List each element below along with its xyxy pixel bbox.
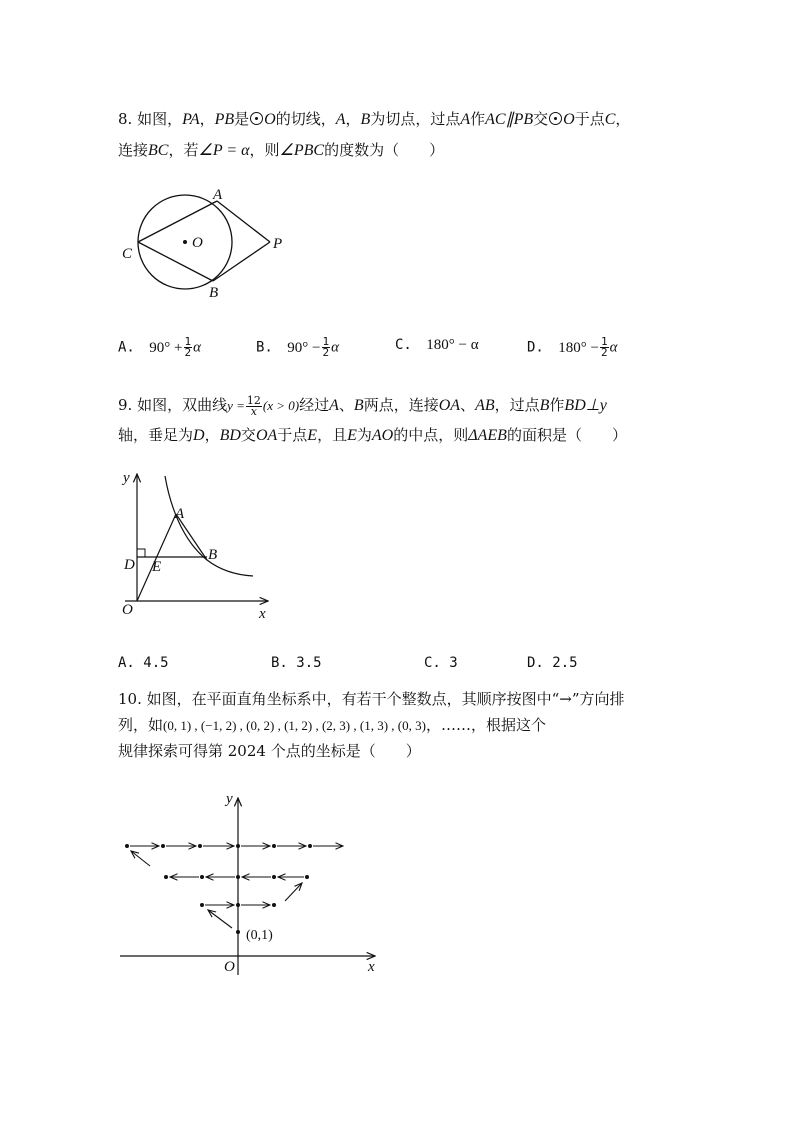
q10-stem-line2: 列，如(0, 1) , (−1, 2) , (0, 2) , (1, 2) , (2, 3) , (1, 3) , (0, 3)，……，根据这个 bbox=[118, 716, 546, 734]
q9-option-d[interactable]: D. 2.5 bbox=[527, 655, 578, 671]
q9-option-b[interactable]: B. 3.5 bbox=[271, 655, 322, 671]
q9-option-c[interactable]: C. 3 bbox=[424, 655, 458, 671]
circle-dot-symbol bbox=[250, 112, 263, 125]
axis-label-y: y bbox=[123, 470, 130, 486]
label-P: P bbox=[273, 236, 283, 252]
axis-label-y: y bbox=[226, 791, 233, 807]
q8-option-c[interactable]: C. 180° − α bbox=[395, 337, 479, 353]
q9-hyperbola-figure bbox=[115, 462, 275, 622]
q10-stem-line1: 10. 如图，在平面直角坐标系中，有若干个整数点，其顺序按图中“→”方向排 bbox=[118, 690, 625, 708]
q8-option-d[interactable]: D. 180° − $\frac{1}{2}$ α bbox=[527, 335, 618, 359]
label-E: E bbox=[152, 559, 162, 575]
label-A: A bbox=[175, 506, 185, 522]
label-B: B bbox=[209, 285, 219, 300]
origin-label: O bbox=[224, 959, 235, 975]
q8-circle-tangent-figure bbox=[115, 185, 295, 300]
q9-stem-line1: 9. 如图，双曲线y = $\frac{12}{x}$ (x > 0)经过A、B两点，连接OA、AB，过点B作BD⊥y bbox=[118, 393, 607, 418]
point-label-0-1: (0,1) bbox=[246, 928, 273, 943]
q8-option-b[interactable]: B. 90° − $\frac{1}{2}$ α bbox=[256, 335, 340, 359]
q8-stem-line2: 连接BC，若∠P = α，则∠PBC的度数为（ ） bbox=[118, 141, 445, 159]
q9-number: 9. bbox=[118, 396, 133, 414]
q8-stem-line1: 8. 如图，PA，PB是 O的切线，A，B为切点，过点A作AC∥PB交 O于点C， bbox=[118, 110, 631, 128]
label-C: C bbox=[122, 246, 133, 262]
label-D: D bbox=[124, 557, 135, 573]
q8-option-a[interactable]: A. 90° + $\frac{1}{2}$ α bbox=[118, 335, 202, 359]
q8-number: 8. bbox=[118, 110, 133, 128]
axis-label-x: x bbox=[259, 606, 266, 622]
label-O: O bbox=[192, 235, 203, 251]
axis-label-x: x bbox=[368, 959, 375, 975]
circle-dot-symbol bbox=[549, 112, 562, 125]
q9-option-a[interactable]: A. 4.5 bbox=[118, 655, 169, 671]
label-O: O bbox=[122, 602, 133, 618]
q9-stem-line2: 轴，垂足为D，BD交OA于点E，且E为AO的中点，则ΔAEB的面积是（ ） bbox=[118, 426, 627, 444]
label-A: A bbox=[213, 187, 223, 203]
q10-lattice-figure bbox=[115, 785, 385, 980]
q10-stem-line3: 规律探索可得第 2024 个点的坐标是（ ） bbox=[118, 742, 421, 760]
label-B: B bbox=[208, 547, 218, 563]
